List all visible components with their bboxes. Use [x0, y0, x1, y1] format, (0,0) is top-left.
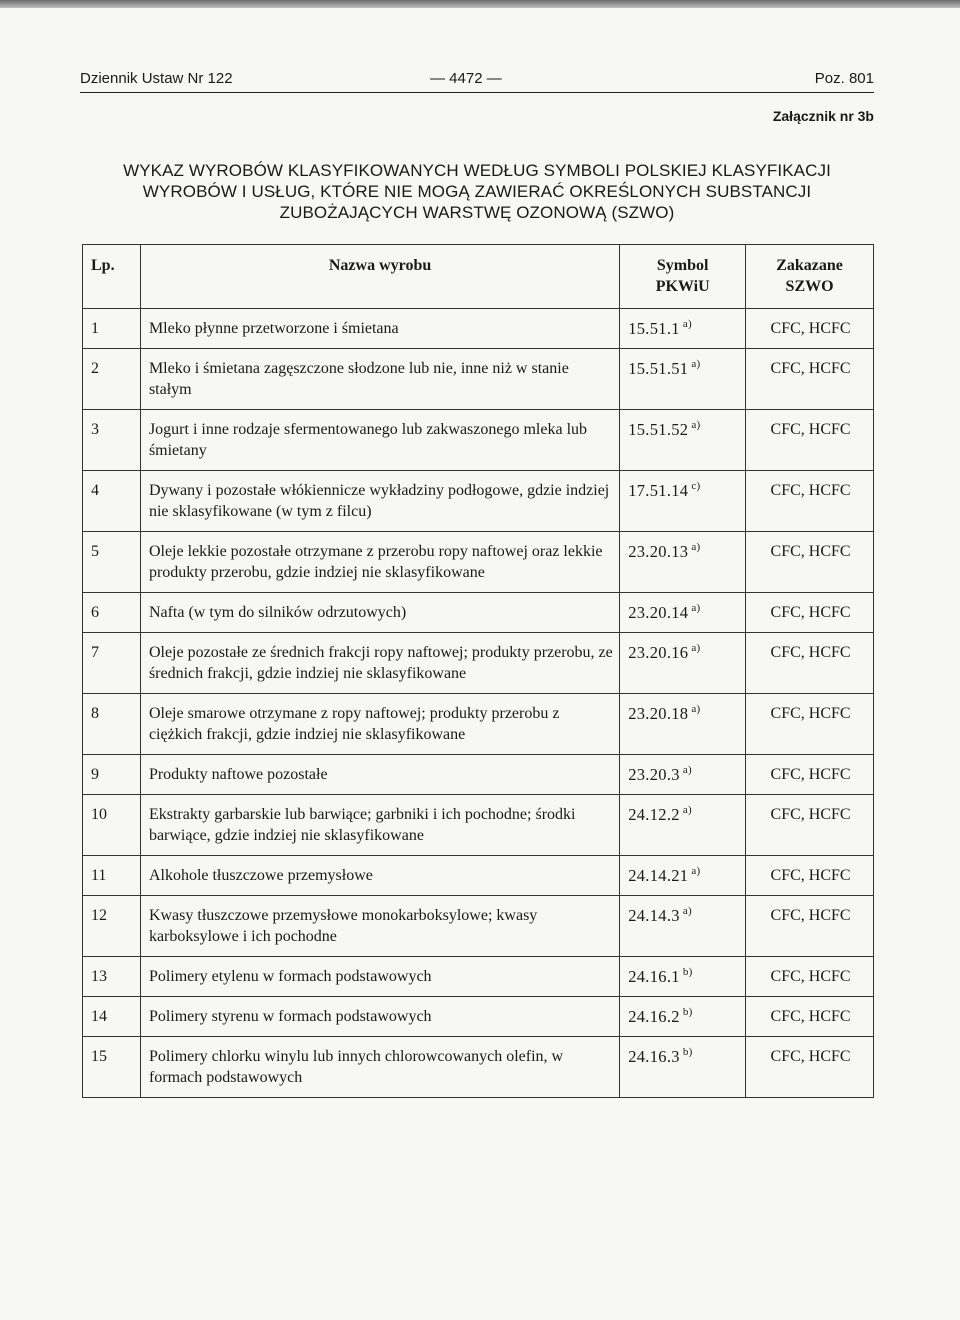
scan-top-edge: [0, 0, 960, 8]
row-symbol: [620, 309, 746, 349]
row-symbol-note: a): [691, 419, 701, 431]
row-banned-substances: CFC, HCFC: [746, 795, 874, 856]
table-row: [83, 795, 874, 856]
row-product-name: Polimery styrenu w formach podstawowych: [140, 997, 619, 1037]
row-product-name: Dywany i pozostałe włókiennicze wykładziny podłogowe, gdzie indziej nie sklasyfikowane (w tym z filcu): [140, 471, 619, 532]
journal-name: Dziennik Ustaw Nr 122: [80, 70, 233, 87]
row-symbol-note: a): [691, 865, 701, 877]
document-title: [80, 160, 874, 223]
row-symbol-code: 23.20.14: [628, 603, 689, 622]
row-symbol-code: 24.14.3: [628, 906, 680, 925]
position-number: Poz. 801: [814, 70, 874, 87]
title-line-1: WYKAZ WYROBÓW KLASYFIKOWANYCH WEDŁUG SYMBOLI POLSKIEJ KLASYFIKACJI: [123, 161, 831, 180]
row-lp: 2: [83, 349, 141, 410]
row-symbol: [620, 1037, 746, 1098]
row-symbol-code: 23.20.3: [628, 765, 680, 784]
row-product-name: Jogurt i inne rodzaje sfermentowanego lub zakwaszonego mleka lub śmietany: [140, 410, 619, 471]
row-lp: 14: [83, 997, 141, 1037]
table-row: [83, 410, 874, 471]
table-row: [83, 309, 874, 349]
row-lp: 13: [83, 957, 141, 997]
row-product-name: Nafta (w tym do silników odrzutowych): [140, 593, 619, 633]
products-table: [82, 244, 874, 1098]
row-lp: 7: [83, 633, 141, 694]
row-symbol-code: 23.20.16: [628, 643, 689, 662]
header-symbol-line2: PKWiU: [655, 278, 710, 295]
title-line-3: ZUBOŻAJĄCYCH WARSTWĘ OZONOWĄ (SZWO): [279, 203, 675, 222]
row-symbol: [620, 957, 746, 997]
row-symbol-note: a): [682, 764, 692, 776]
row-product-name: Produkty naftowe pozostałe: [140, 755, 619, 795]
row-symbol-note: a): [682, 318, 692, 330]
row-symbol-code: 24.12.2: [628, 805, 680, 824]
row-symbol-code: 23.20.18: [628, 704, 689, 723]
row-symbol-code: 24.16.3: [628, 1047, 680, 1066]
row-symbol-note: c): [691, 480, 701, 492]
header-banned: [746, 245, 874, 309]
row-banned-substances: CFC, HCFC: [746, 349, 874, 410]
row-symbol-code: 15.51.51: [628, 359, 689, 378]
page-number: — 4472 —: [430, 70, 502, 87]
row-banned-substances: CFC, HCFC: [746, 896, 874, 957]
row-banned-substances: CFC, HCFC: [746, 633, 874, 694]
table-row: [83, 896, 874, 957]
row-product-name: Oleje lekkie pozostałe otrzymane z przerobu ropy naftowej oraz lekkie produkty przerobu, gdzie indziej nie sklasyfikowane: [140, 532, 619, 593]
row-symbol: [620, 755, 746, 795]
row-symbol: [620, 633, 746, 694]
row-symbol: [620, 795, 746, 856]
row-symbol: [620, 349, 746, 410]
table-row: [83, 532, 874, 593]
header-name: Nazwa wyrobu: [140, 245, 619, 309]
row-lp: 8: [83, 694, 141, 755]
row-product-name: Mleko płynne przetworzone i śmietana: [140, 309, 619, 349]
table-row: [83, 349, 874, 410]
row-symbol: [620, 896, 746, 957]
row-banned-substances: CFC, HCFC: [746, 532, 874, 593]
row-banned-substances: CFC, HCFC: [746, 755, 874, 795]
table-row: [83, 1037, 874, 1098]
row-symbol-note: a): [691, 703, 701, 715]
table-row: [83, 957, 874, 997]
row-symbol-code: 24.16.2: [628, 1007, 680, 1026]
table-header-row: [83, 245, 874, 309]
row-symbol-note: a): [682, 905, 692, 917]
row-symbol-note: b): [682, 966, 693, 978]
row-banned-substances: CFC, HCFC: [746, 997, 874, 1037]
row-symbol-note: b): [682, 1046, 693, 1058]
row-product-name: Ekstrakty garbarskie lub barwiące; garbniki i ich pochodne; środki barwiące, gdzie indziej nie sklasyfikowane: [140, 795, 619, 856]
row-symbol-code: 17.51.14: [628, 481, 689, 500]
row-symbol-code: 15.51.52: [628, 420, 689, 439]
row-symbol: [620, 532, 746, 593]
row-lp: 3: [83, 410, 141, 471]
page-header: [80, 68, 874, 93]
row-banned-substances: CFC, HCFC: [746, 957, 874, 997]
row-lp: 6: [83, 593, 141, 633]
header-lp: Lp.: [83, 245, 141, 309]
row-product-name: Oleje smarowe otrzymane z ropy naftowej; produkty przerobu z ciężkich frakcji, gdzie indziej nie sklasyfikowane: [140, 694, 619, 755]
table-row: [83, 593, 874, 633]
row-lp: 5: [83, 532, 141, 593]
row-symbol: [620, 997, 746, 1037]
header-symbol-line1: Symbol: [656, 257, 709, 274]
table-row: [83, 471, 874, 532]
row-symbol-note: a): [691, 642, 701, 654]
row-banned-substances: CFC, HCFC: [746, 309, 874, 349]
row-symbol: [620, 471, 746, 532]
annex-label: Załącznik nr 3b: [772, 108, 874, 124]
table-row: [83, 633, 874, 694]
row-symbol: [620, 593, 746, 633]
row-product-name: Oleje pozostałe ze średnich frakcji ropy naftowej; produkty przerobu, ze średnich frakcji, gdzie indziej nie sklasyfikowane: [140, 633, 619, 694]
row-banned-substances: CFC, HCFC: [746, 410, 874, 471]
row-symbol-code: 23.20.13: [628, 542, 689, 561]
row-symbol-note: a): [682, 804, 692, 816]
row-lp: 12: [83, 896, 141, 957]
row-symbol: [620, 694, 746, 755]
title-line-2: WYROBÓW I USŁUG, KTÓRE NIE MOGĄ ZAWIERAĆ OKREŚLONYCH SUBSTANCJI: [142, 182, 812, 201]
row-product-name: Alkohole tłuszczowe przemysłowe: [140, 856, 619, 896]
row-symbol-code: 24.16.1: [628, 967, 680, 986]
row-symbol-code: 15.51.1: [628, 319, 680, 338]
row-symbol-note: a): [691, 602, 701, 614]
row-symbol-note: a): [691, 541, 701, 553]
table-row: [83, 694, 874, 755]
row-product-name: Polimery chlorku winylu lub innych chlorowcowanych olefin, w formach podstawowych: [140, 1037, 619, 1098]
header-symbol: [620, 245, 746, 309]
table-row: [83, 856, 874, 896]
row-lp: 1: [83, 309, 141, 349]
row-product-name: Kwasy tłuszczowe przemysłowe monokarboksylowe; kwasy karboksylowe i ich pochodne: [140, 896, 619, 957]
row-banned-substances: CFC, HCFC: [746, 694, 874, 755]
header-banned-line1: Zakazane: [776, 257, 843, 274]
row-symbol-note: a): [691, 358, 701, 370]
row-symbol: [620, 410, 746, 471]
row-banned-substances: CFC, HCFC: [746, 593, 874, 633]
row-symbol-code: 24.14.21: [628, 866, 689, 885]
row-product-name: Polimery etylenu w formach podstawowych: [140, 957, 619, 997]
row-lp: 15: [83, 1037, 141, 1098]
row-banned-substances: CFC, HCFC: [746, 471, 874, 532]
table-row: [83, 755, 874, 795]
row-symbol-note: b): [682, 1006, 693, 1018]
row-lp: 11: [83, 856, 141, 896]
header-banned-line2: SZWO: [785, 278, 834, 295]
row-lp: 10: [83, 795, 141, 856]
row-banned-substances: CFC, HCFC: [746, 856, 874, 896]
row-symbol: [620, 856, 746, 896]
table-row: [83, 997, 874, 1037]
row-product-name: Mleko i śmietana zagęszczone słodzone lub nie, inne niż w stanie stałym: [140, 349, 619, 410]
row-banned-substances: CFC, HCFC: [746, 1037, 874, 1098]
row-lp: 4: [83, 471, 141, 532]
row-lp: 9: [83, 755, 141, 795]
